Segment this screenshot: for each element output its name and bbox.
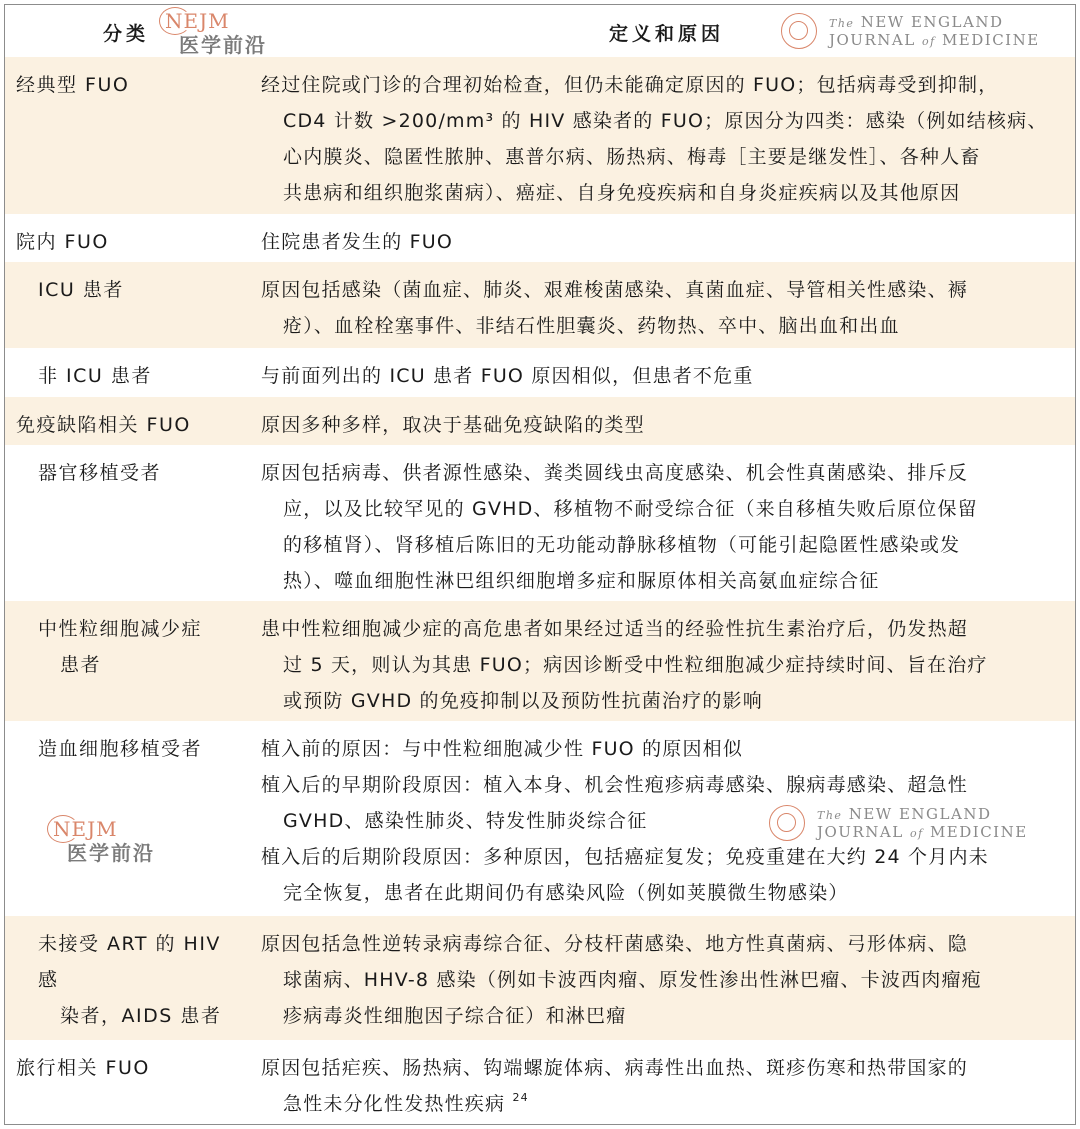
fuo-table bbox=[4, 4, 1076, 1125]
nejm-logo-icon bbox=[159, 7, 191, 35]
nejm-logo-icon bbox=[47, 815, 79, 843]
row-definition: 原因包括病毒、供者源性感染、粪类圆线虫高度感染、机会性真菌感染、排斥反 应，以及比较罕见的 GVHD、移植物不耐受综合征（来自移植失败后原位保留 的移植肾）、肾移植后陈旧的无功能动静脉移植物（可能引起隐匿性感染或发 热）、噬血细胞性淋巴组织细胞增多症和脲原体相关高氨血症综合征 bbox=[261, 462, 978, 592]
header-category: 分类 bbox=[103, 23, 150, 45]
row-definition: 经过住院或门诊的合理初始检查，但仍未能确定原因的 FUO；包括病毒受到抑制， CD4 计数 >200/mm³ 的 HIV 感染者的 FUO；原因分为四类：感染（例如结核病、 心内膜炎、隐匿性脓肿、惠普尔病、肠热病、梅毒［主要是继发性］、各种人畜 共患病和组织胞浆菌病）、癌症、自身免疫疾病和自身炎症疾病以及其他原因 bbox=[261, 74, 1048, 204]
row-definition: 住院患者发生的 FUO bbox=[261, 231, 454, 253]
row-definition: 植入前的原因：与中性粒细胞减少性 FUO 的原因相似 植入后的早期阶段原因：植入本身、机会性疱疹病毒感染、腺病毒感染、超急性 GVHD、感染性肺炎、特发性肺炎综合征 植入后的后期阶段原因：多种原因，包括癌症复发；免疫重建在大约 24 个月内未 完全恢复，患者在此期间仍有感染风险（例如荚膜微生物感染） bbox=[261, 738, 989, 904]
row-definition: 与前面列出的 ICU 患者 FUO 原因相似，但患者不危重 bbox=[261, 365, 754, 387]
row-category: 经典型 FUO bbox=[16, 74, 130, 96]
row-category: 院内 FUO bbox=[16, 231, 109, 253]
table-row bbox=[5, 262, 1075, 348]
row-category: 未接受 ART 的 HIV 感 染者，AIDS 患者 bbox=[38, 933, 222, 1027]
table-row bbox=[5, 214, 1075, 262]
table-row bbox=[5, 348, 1075, 397]
table-row: 造血细胞移植受者 NEJM 医学前沿 植入前的原因：与中性粒细胞减少性 FUO 的原因相似 植入后的早期阶段原因：植入本身、机会性疱疹病毒感染、腺病毒感染、超急性 GVHD、感染性肺炎、特发性肺炎综合征 植入后的后期阶段原因：多种原因，包括癌症复发；免疫重建在大约 24 个月内未 完全恢复，患者在此期间仍有感染风险（例如荚膜微生物感染） The NEW ENGLAND JOURNAL of MEDICINE bbox=[5, 721, 1075, 916]
table-row bbox=[5, 57, 1075, 214]
table-row bbox=[5, 1040, 1075, 1124]
row-definition: 患中性粒细胞减少症的高危患者如果经过适当的经验性抗生素治疗后，仍发热超 过 5 天，则认为其患 FUO；病因诊断受中性粒细胞减少症持续时间、旨在治疗 或预防 GVHD 的免疫抑制以及预防性抗菌治疗的影响 bbox=[261, 618, 988, 712]
row-definition: 原因包括感染（菌血症、肺炎、艰难梭菌感染、真菌血症、导管相关性感染、褥 疮）、血栓栓塞事件、非结石性胆囊炎、药物热、卒中、脑出血和出血 bbox=[261, 279, 969, 337]
row-definition: 原因多种多样，取决于基础免疫缺陷的类型 bbox=[261, 414, 645, 436]
table-row bbox=[5, 445, 1075, 601]
journal-seal-icon bbox=[781, 13, 817, 49]
table-header: 分类 NEJM 医学前沿 定义和原因 The NEW ENGLAND JOURNAL of MEDICINE bbox=[5, 5, 1075, 58]
row-category: 旅行相关 FUO bbox=[16, 1057, 150, 1079]
table-row bbox=[5, 397, 1075, 445]
row-category: 器官移植受者 bbox=[38, 462, 162, 484]
row-definition: 原因包括急性逆转录病毒综合征、分枝杆菌感染、地方性真菌病、弓形体病、隐 球菌病、HHV-8 感染（例如卡波西肉瘤、原发性渗出性淋巴瘤、卡波西肉瘤疱 疹病毒炎性细胞因子综合征）和淋巴瘤 bbox=[261, 933, 982, 1027]
row-category: 中性粒细胞减少症 患者 bbox=[38, 618, 203, 676]
row-category: 造血细胞移植受者 bbox=[38, 738, 203, 760]
row-category: 免疫缺陷相关 FUO bbox=[16, 414, 191, 436]
row-category: 非 ICU 患者 bbox=[38, 365, 152, 387]
row-definition: 原因包括疟疾、肠热病、钩端螺旋体病、病毒性出血热、斑疹伤寒和热带国家的 急性未分化性发热性疾病 $^{24}$ bbox=[261, 1057, 969, 1115]
header-definition: 定义和原因 bbox=[609, 23, 725, 45]
table-row bbox=[5, 601, 1075, 721]
nejm-watermark-top: NEJM 医学前沿 bbox=[165, 9, 267, 58]
nejm-watermark-mid: NEJM 医学前沿 bbox=[53, 817, 155, 866]
reference-number: 24 bbox=[512, 1091, 529, 1104]
journal-seal-icon bbox=[769, 805, 805, 841]
row-category: ICU 患者 bbox=[38, 279, 124, 301]
table-row bbox=[5, 916, 1075, 1040]
